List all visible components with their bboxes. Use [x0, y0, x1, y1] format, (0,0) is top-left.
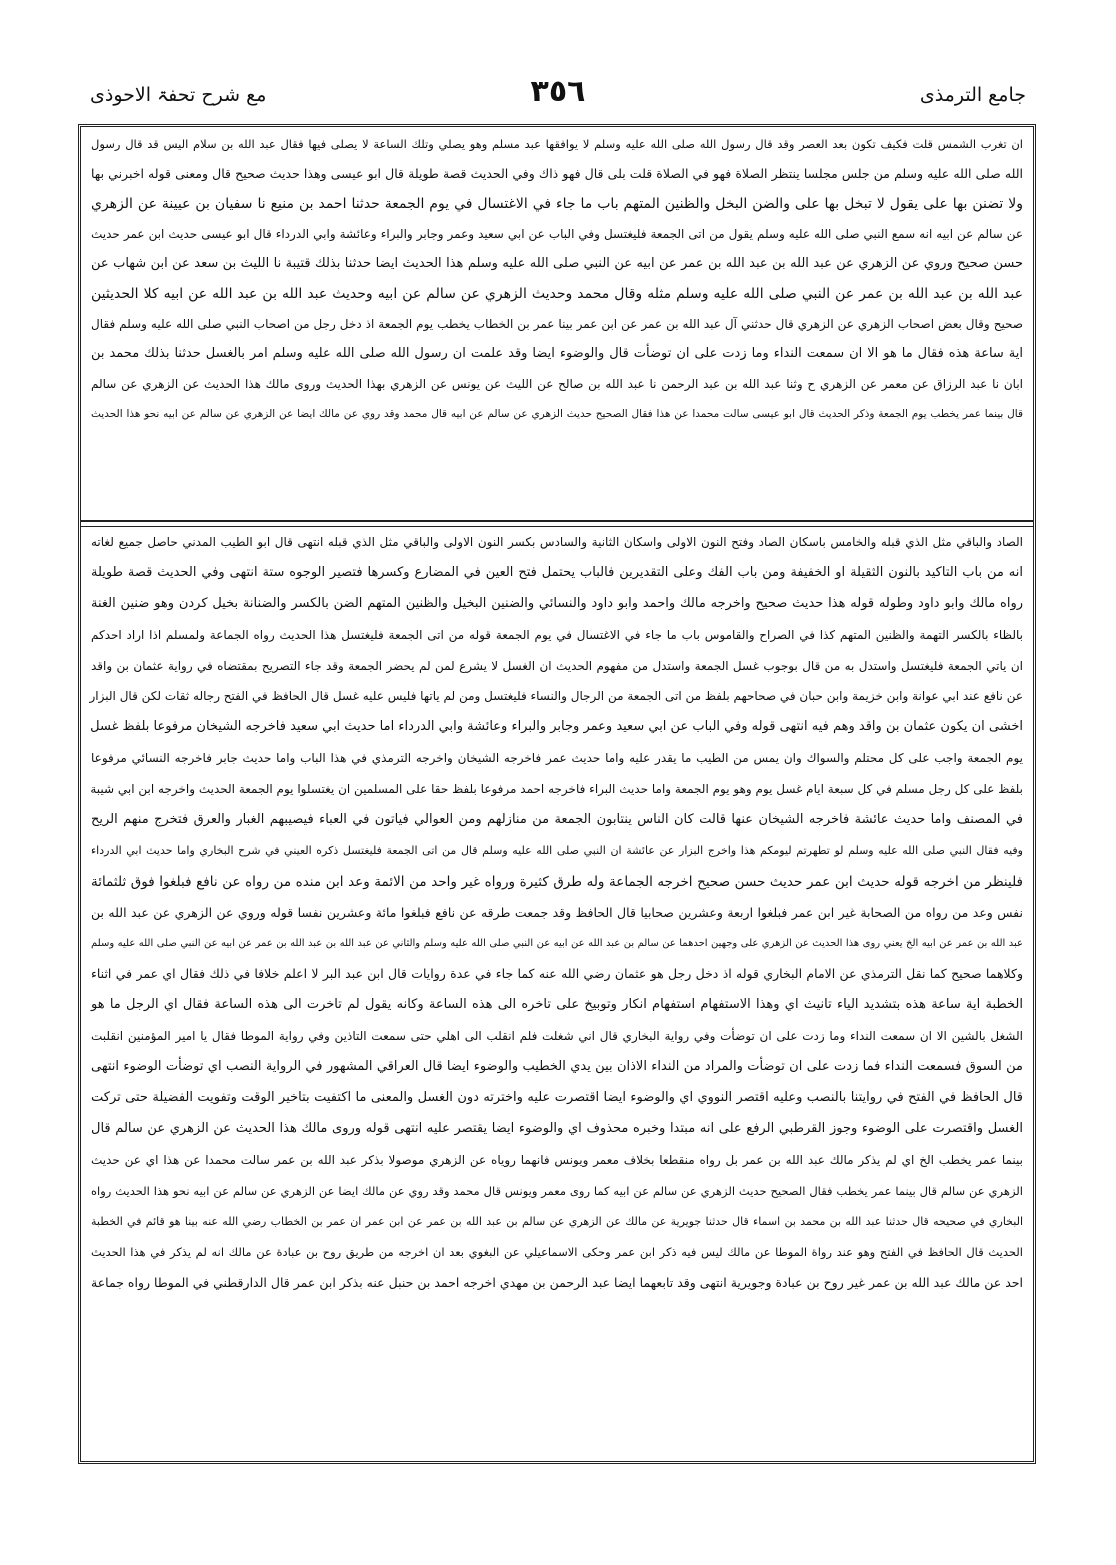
commentary-line: وكلاهما صحيح كما نقل الترمذي عن الامام البخاري قوله اذ دخل رجل هو عثمان رضي الله عنه كما جاء في عدة روايات قال ابن عبد البر لا اعلم خلافا في ذلك فقال اي عمر في اثناء: [91, 966, 1023, 982]
hadith-text-section: [85, 129, 1029, 519]
section-divider: [81, 520, 1033, 527]
commentary-line: يوم الجمعة واجب على كل محتلم والسواك وان يمس من الطيب ما يقدر عليه واما حديث عمر فاخرجه الشيخان واخرجه الترمذي في هذا الباب واما حديث جابر فاخرجه النسائي مرفوعا: [91, 751, 1023, 766]
hadith-line: ان تغرب الشمس قلت فكيف تكون بعد العصر وقد قال رسول الله صلى الله عليه وسلم لا يوافقها عبد مسلم وهو يصلي وتلك الساعة لا يصلى فيها فقال عبد الله بن سلام اليس قد قال رسول: [91, 137, 1023, 151]
commentary-line: الصاد والباقي مثل الذي قبله والخامس باسكان الصاد وفتح النون الاولى واسكان الثانية والسادس بكسر النون الاولى والباقي مثل الذي قبله انتهى قال ابو الطيب المدني حاصل جميع لغاته: [91, 535, 1023, 549]
commentary-line: الشغل بالشين الا ان سمعت النداء وما زدت على ان توضأت وفي رواية البخاري قال اني شغلت فلم انقلب الى اهلي حتى سمعت التاذين وفي رواية الموطا فقال يا امير المؤمنين انقلبت: [91, 1029, 1023, 1044]
hadith-line: الله صلى الله عليه وسلم من جلس مجلسا ينتظر الصلاة فهو في الصلاة قلت بلى قال فهو ذاك وفي الحديث قصة طويلة قال ابو عيسى وهذا حديث صحيح قال ومعنى قوله اخبرني بها: [91, 166, 1023, 181]
hadith-line: عبد الله بن عبد الله بن عمر عن النبي صلى الله عليه وسلم مثله وقال محمد وحديث الزهري عن سالم عن ابيه وحديث عبد الله بن عبد الله عن ابيه كلا الحديثين: [91, 286, 1023, 302]
hadith-line: حسن صحيح وروي عن الزهري عن عبد الله بن عبد الله بن عمر عن ابيه عن النبي صلى الله عليه وسلم هذا الحديث ايضا حدثنا بذلك قتيبة نا الليث بن سعد عن ابن شهاب عن: [91, 256, 1023, 271]
commentary-line: ان ياتي الجمعة فليغتسل واستدل به من قال بوجوب غسل الجمعة واستدل من مفهوم الحديث ان الغسل لا يشرع لمن لم يحضر الجمعة وقد جاء التصريح بمقتضاه في رواية عثمان بن واقد: [91, 658, 1023, 673]
hadith-line: عن سالم عن ابيه انه سمع النبي صلى الله عليه وسلم يقول من اتى الجمعة فليغتسل وفي الباب عن ابي سعيد وعمر وجابر والبراء وعائشة وابي الدرداء قال ابو عيسى حديث ابن عمر حديث: [91, 227, 1023, 241]
commentary-line: الخطبة اية ساعة هذه بتشديد الياء تانيث اي وهذا الاستفهام استفهام انكار وتوبيخ على تاخره الى هذه الساعة وكانه يقول لم تاخرت الى هذه الساعة فقال اي الرجل ما هو: [91, 997, 1023, 1013]
commentary-line: عن نافع عند ابي عوانة وابن خزيمة وابن حبان في صحاحهم بلفظ من اتى الجمعة من الرجال والنساء فليغتسل ومن لم ياتها فليس عليه غسل قال الحافظ في الفتح رجاله ثقات لكن قال البزار: [89, 689, 1023, 704]
commentary-line: نفس وعد من رواه من الصحابة غير ابن عمر فبلغوا اربعة وعشرين صحابيا قال الحافظ وقد جمعت طرقه عن نافع فبلغوا مائة وعشرين نفسا قوله وروي عن الزهري عن عبد الله بن: [91, 904, 1023, 920]
commentary-title: مع شرح تحفۃ الاحوذی: [90, 84, 267, 106]
commentary-line: بالظاء بالكسر التهمة والظنين المتهم كذا في الصراح والقاموس باب ما جاء في الاغتسال في يوم الجمعة قوله من اتى الجمعة فليغتسل هذا الحديث رواه الجماعة ولمسلم اذا اراد احدكم: [91, 627, 1023, 642]
hadith-line: اية ساعة هذه فقال ما هو الا ان سمعت النداء وما زدت على ان توضأت قال والوضوء ايضا وقد علمت ان رسول الله صلى الله عليه وسلم امر بالغسل حدثنا بذلك محمد بن: [91, 346, 1023, 361]
commentary-line: من السوق فسمعت النداء فما زدت على ان توضأت والمراد من النداء الاذان بين يدي الخطيب والوضوء ايضا قال العراقي المشهور في الرواية النصب اي توضأت الوضوء انتهى: [91, 1059, 1023, 1075]
commentary-line: بلفظ على كل رجل مسلم في كل سبعة ايام غسل يوم وهو يوم الجمعة واما حديث البراء فاخرجه احمد مرفوعا بلفظ حقا على المسلمين ان يغتسلوا يوم الجمعة الحديث واخرجه ابن ابي شيبة: [90, 782, 1023, 797]
commentary-line: البخاري في صحيحه قال حدثنا عبد الله بن محمد بن اسماء قال حدثنا جويرية عن مالك عن الزهري عن سالم بن عبد الله بن عمر عن ابن عمر ان عمر بن الخطاب رضي الله عنه بينا هو قائم في الخطبة: [91, 1214, 1023, 1228]
commentary-line: بينما عمر يخطب الخ اي لم يذكر مالك عبد الله بن عمر بل رواه منقطعا بخلاف معمر ويونس فانهما روياه عن الزهري موصولا بذكر عبد الله بن عمر سالت محمدا عن هذا اي عن حديث: [91, 1152, 1023, 1167]
commentary-line: عبد الله بن عمر عن ابيه الخ يعني روى هذا الحديث عن الزهري على وجهين احدهما عن سالم بن عبد الله عن ابيه عن النبي صلى الله عليه وسلم والثاني عن عبد الله بن عبد الله بن عمر عن ابيه عن النبي صلى الله عليه وسلم: [91, 937, 1023, 949]
commentary-line: وفيه فقال النبي صلى الله عليه وسلم لو تطهرتم ليومكم هذا واخرج البزار عن عائشة ان النبي صلى الله عليه وسلم قال من اتى الجمعة فليغتسل ذكره العيني في شرح البخاري واما حديث ابي الدرداء: [91, 843, 1023, 857]
page-number: ٣٥٦: [530, 74, 586, 109]
page-frame: [78, 124, 1036, 1464]
hadith-line: ولا تضنن بها على يقول لا تبخل بها على والضن البخل والظنين المتهم باب ما جاء في الاغتسال في يوم الجمعة حدثنا احمد بن منيع نا سفيان بن عيينة عن الزهري: [91, 196, 1023, 212]
hadith-line: صحيح وقال بعض اصحاب الزهري عن الزهري قال حدثني آل عبد الله بن عمر عن ابن عمر بينا عمر بن الخطاب يخطب يوم الجمعة اذ دخل رجل من اصحاب النبي صلى الله عليه وسلم فقال: [91, 317, 1023, 331]
hadith-line: ابان نا عبد الرزاق عن معمر عن الزهري ح وثنا عبد الله بن عبد الرحمن نا عبد الله بن صالح عن الليث عن يونس عن الزهري بهذا الحديث وروى مالك هذا الحديث عن الزهري عن سالم: [91, 377, 1023, 391]
commentary-line: احد عن مالك عبد الله بن عمر غير روح بن عبادة وجويرية انتهى وقد تابعهما ايضا عبد الرحمن بن مهدي اخرجه احمد بن حنبل عنه بذكر ابن عمر قال الدارقطني في الموطا رواه جماعة: [91, 1275, 1023, 1291]
commentary-line: الغسل واقتصرت على الوضوء وجوز القرطبي الرفع على انه مبتدا وخبره محذوف اي والوضوء ايضا يقتصر عليه انتهى قوله وروى مالك هذا الحديث عن الزهري عن سالم قال: [91, 1120, 1023, 1136]
commentary-line: الزهري عن سالم قال بينما عمر يخطب فقال الصحيح حديث الزهري عن سالم عن ابيه كما روى معمر ويونس قال محمد وقد روي عن مالك ايضا عن الزهري عن سالم عن ابيه نحو هذا الحديث رواه: [91, 1183, 1023, 1198]
commentary-line: انه من باب التاكيد بالنون الثقيلة او الخفيفة ومن باب الفك وعلى التقديرين فالباب يحتمل فتح العين في المضارع وكسرها فتصير الوجوه ستة انتهى وفي الحديث قصة طويلة: [91, 564, 1023, 580]
hadith-line: قال بينما عمر يخطب يوم الجمعة وذكر الحديث قال ابو عيسى سالت محمدا عن هذا فقال الصحيح حديث الزهري عن سالم عن ابيه قال محمد وقد روي عن مالك ايضا عن الزهري عن سالم عن ابيه نحو هذا الحديث: [91, 408, 1023, 420]
commentary-line: اخشى ان يكون عثمان بن واقد وهم فيه انتهى قوله وفي الباب عن ابي سعيد وعمر وجابر والبراء وعائشة وابي الدرداء اما حديث ابي سعيد فاخرجه الشيخان مرفوعا بلفظ غسل: [90, 719, 1023, 735]
page-header: [90, 74, 1026, 120]
commentary-line: فلينظر من اخرجه قوله حديث ابن عمر حديث حسن صحيح اخرجه الجماعة وله طرق كثيرة ورواه غير واحد من الائمة وعد ابن منده من رواه عن نافع فبلغوا فوق ثلثمائة: [91, 873, 1023, 890]
commentary-line: قال الحافظ في الفتح في روايتنا بالنصب وعليه اقتصر النووي اي والوضوء ايضا اقتصرت عليه واخترته دون الغسل والمعنى ما اكتفيت بتاخير الوقت وتفويت الفضيلة حتى تركت: [91, 1090, 1023, 1106]
book-title: جامع الترمذی: [919, 84, 1026, 106]
commentary-line: في المصنف واما حديث عائشة فاخرجه الشيخان عنها قالت كان الناس ينتابون الجمعة من منازلهم ومن العوالي فياتون في العباء فيصيبهم الغبار والعرق فتخرج منهم الريح: [91, 812, 1023, 828]
commentary-line: رواه مالك وابو داود وطوله قوله هذا حديث صحيح واخرجه مالك واحمد وابو داود والنسائي والضنين البخيل والظنين المتهم الضن بالكسر والضنانة بخيل كردن وهو ضنين الغنة: [91, 595, 1023, 611]
commentary-line: الحديث قال الحافظ في الفتح وهو عند رواة الموطا عن مالك ليس فيه ذكر ابن عمر وحكى الاسماعيلي عن البغوي بعد ان اخرجه من طريق روح بن عبادة عن مالك انه لم يذكر في هذا الحديث: [91, 1245, 1023, 1260]
commentary-text-section: [85, 527, 1029, 1457]
